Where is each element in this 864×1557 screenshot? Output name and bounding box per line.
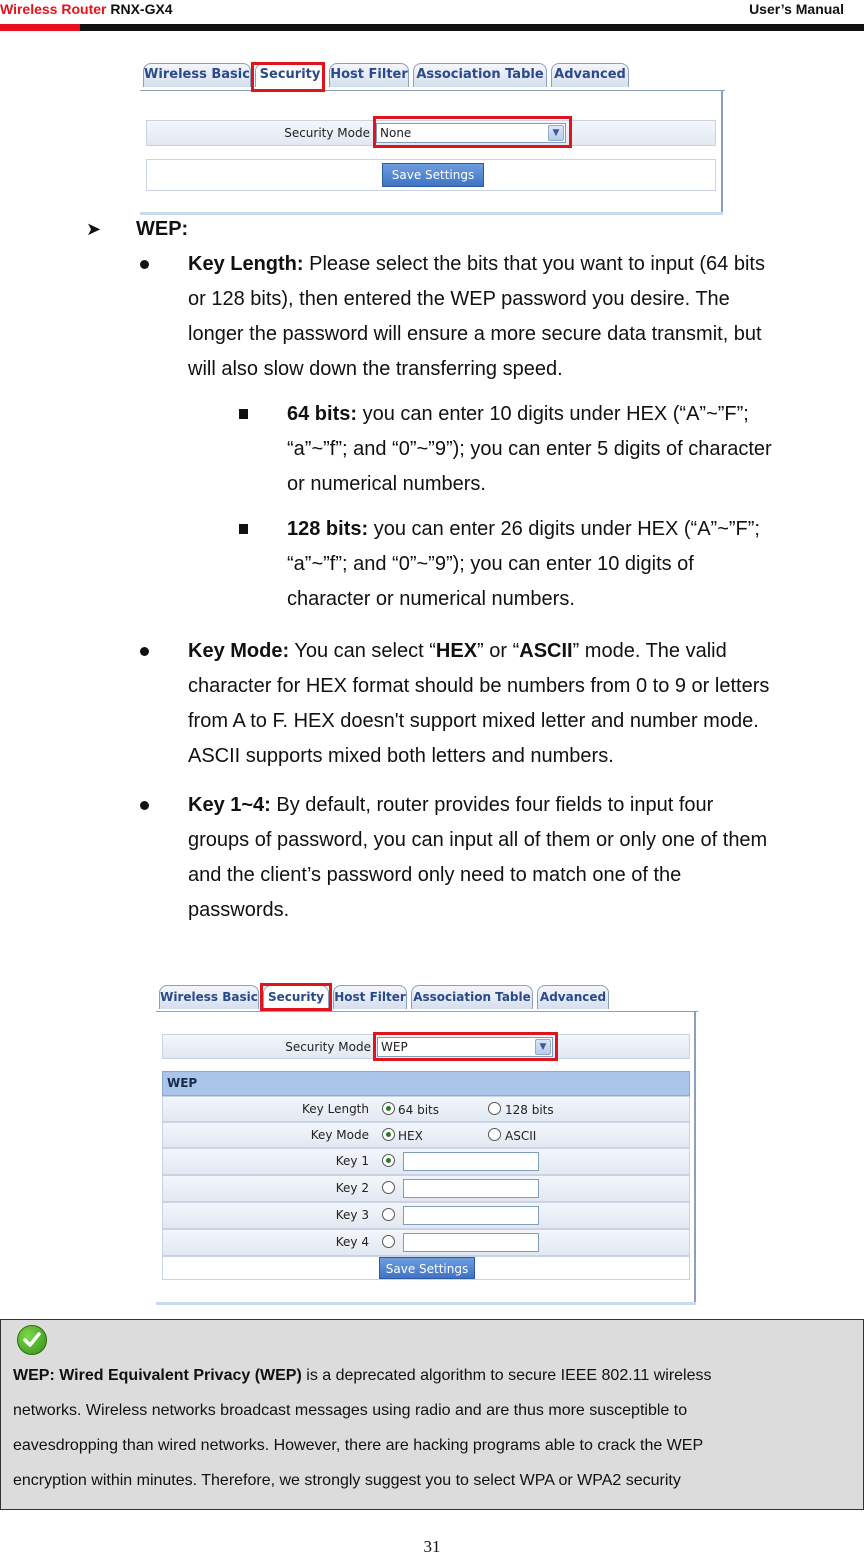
router-screenshot-security-none xyxy=(140,60,725,217)
key2-input[interactable] xyxy=(403,1179,539,1198)
highlight-security-mode xyxy=(373,1032,558,1061)
header-brand: Wireless Router xyxy=(0,1,107,17)
radio-key4[interactable] xyxy=(382,1235,395,1248)
radio-128-bits-label: 128 bits xyxy=(505,1103,554,1117)
header-product xyxy=(0,1,173,17)
save-settings-button[interactable]: Save Settings xyxy=(382,163,484,187)
key-mode-label: Key Mode xyxy=(310,1128,369,1142)
highlight-security-tab xyxy=(260,983,332,1011)
highlight-security-mode xyxy=(373,116,572,148)
note-line: networks. Wireless networks broadcast messages using radio and are thus more susceptible to xyxy=(13,1402,688,1419)
key-length-line: or 128 bits), then entered the WEP password you desire. The xyxy=(188,288,730,310)
note-line: WEP: Wired Equivalent Privacy (WEP) is a deprecated algorithm to secure IEEE 802.11 wireless xyxy=(13,1367,712,1384)
key4-label: Key 4 xyxy=(335,1235,369,1249)
chevron-down-icon: ▼ xyxy=(548,125,564,141)
key14-line: Key 1~4: By default, router provides four fields to input four xyxy=(188,794,714,816)
radio-key1[interactable] xyxy=(382,1154,395,1167)
key-mode-label: Key Mode: xyxy=(188,640,290,662)
tab-association-table[interactable]: Association Table xyxy=(411,985,533,1009)
header-model: RNX-GX4 xyxy=(110,1,173,17)
bits128-line: character or numerical numbers. xyxy=(287,588,575,610)
bits64-paragraph xyxy=(287,397,864,502)
key14-paragraph xyxy=(188,788,864,928)
radio-ascii-label: ASCII xyxy=(505,1129,537,1143)
key-length-line: will also slow down the transferring speed. xyxy=(188,358,563,380)
tab-bar xyxy=(156,982,698,1012)
key3-input[interactable] xyxy=(403,1206,539,1225)
bits64-line: 64 bits: you can enter 10 digits under HEX (“A”~”F”; xyxy=(287,403,749,425)
key1-label: Key 1 xyxy=(335,1154,369,1168)
radio-64-bits[interactable] xyxy=(382,1102,395,1115)
key14-line: groups of password, you can input all of them or only one of them xyxy=(188,829,768,851)
check-icon xyxy=(17,1325,47,1355)
bullet-icon xyxy=(140,260,149,269)
note-title: WEP: Wired Equivalent Privacy (WEP) xyxy=(13,1367,302,1384)
key14-line: and the client’s password only need to match one of the xyxy=(188,864,682,886)
key-mode-line: character for HEX format should be numbers from 0 to 9 or letters xyxy=(188,675,770,697)
square-bullet-icon xyxy=(239,524,248,534)
bullet-icon xyxy=(140,647,149,656)
chevron-down-icon: ▼ xyxy=(535,1039,551,1055)
header-rule-black xyxy=(80,24,864,31)
key14-line: passwords. xyxy=(188,899,290,921)
tab-security[interactable]: Security xyxy=(263,985,329,1009)
frame-edge xyxy=(721,90,723,214)
key2-label: Key 2 xyxy=(335,1181,369,1195)
key-length-paragraph xyxy=(188,247,864,387)
tab-host-filter[interactable]: Host Filter xyxy=(333,985,407,1009)
wep-section-header: WEP xyxy=(162,1071,690,1096)
bullet-icon xyxy=(140,801,149,810)
key-mode-paragraph xyxy=(188,634,864,774)
frame-edge-bottom xyxy=(156,1302,696,1305)
bits64-label: 64 bits: xyxy=(287,403,358,425)
note-text xyxy=(13,1358,853,1498)
square-bullet-icon xyxy=(239,409,248,419)
radio-hex-label: HEX xyxy=(398,1129,423,1143)
highlight-security-tab xyxy=(251,62,325,92)
wep-note-box xyxy=(0,1319,864,1510)
key-mode-line: ASCII supports mixed both letters and numbers. xyxy=(188,745,614,767)
page-number: 31 xyxy=(423,1537,441,1556)
bits128-paragraph xyxy=(287,512,864,617)
bits128-line: 128 bits: you can enter 26 digits under HEX (“A”~”F”; xyxy=(287,518,760,540)
radio-64-bits-label: 64 bits xyxy=(398,1103,439,1117)
note-line: eavesdropping than wired networks. However, there are hacking programs able to crack the WEP xyxy=(13,1437,704,1454)
tab-host-filter[interactable]: Host Filter xyxy=(329,63,409,87)
header-manual-title: User’s Manual xyxy=(749,1,844,17)
frame-edge-bottom xyxy=(140,212,723,215)
note-line: encryption within minutes. Therefore, we strongly suggest you to select WPA or WPA2 security xyxy=(13,1472,681,1489)
key3-label: Key 3 xyxy=(335,1208,369,1222)
tab-advanced[interactable]: Advanced xyxy=(537,985,609,1009)
key-mode-line: Key Mode: You can select “HEX” or “ASCII” mode. The valid xyxy=(188,640,727,662)
bits128-line: “a”~”f”; and “0”~”9”); you can enter 10 digits of xyxy=(287,553,694,575)
key-length-line: Key Length: Please select the bits that you want to input (64 bits xyxy=(188,253,765,275)
key-mode-row xyxy=(162,1122,690,1148)
tab-security[interactable]: Security xyxy=(255,63,325,87)
router-screenshot-security-wep xyxy=(156,982,698,1306)
key-length-line: longer the password will ensure a more secure data transmit, but xyxy=(188,323,762,345)
security-mode-value: None xyxy=(380,126,412,140)
security-mode-label: Security Mode xyxy=(284,126,370,140)
tab-association-table[interactable]: Association Table xyxy=(413,63,547,87)
key-length-label: Key Length: xyxy=(188,253,304,275)
key4-input[interactable] xyxy=(403,1233,539,1252)
radio-key2[interactable] xyxy=(382,1181,395,1194)
bits128-label: 128 bits: xyxy=(287,518,369,540)
save-settings-button[interactable]: Save Settings xyxy=(379,1257,475,1279)
tab-wireless-basic[interactable]: Wireless Basic xyxy=(143,63,251,87)
key-mode-line: from A to F. HEX doesn't support mixed letter and number mode. xyxy=(188,710,759,732)
radio-key3[interactable] xyxy=(382,1208,395,1221)
key1-input[interactable] xyxy=(403,1152,539,1171)
tab-wireless-basic[interactable]: Wireless Basic xyxy=(159,985,259,1009)
frame-edge xyxy=(694,1011,696,1303)
key14-label: Key 1~4: xyxy=(188,794,271,816)
arrow-bullet-icon: ➤ xyxy=(86,219,102,239)
key-length-label: Key Length xyxy=(302,1102,369,1116)
radio-ascii[interactable] xyxy=(488,1128,501,1141)
security-mode-label: Security Mode xyxy=(285,1040,371,1054)
tab-bar xyxy=(140,60,725,91)
bits64-line: “a”~”f”; and “0”~”9”); you can enter 5 digits of character xyxy=(287,438,772,460)
header-rule-red xyxy=(0,24,80,31)
radio-hex[interactable] xyxy=(382,1128,395,1141)
wep-heading: WEP: xyxy=(136,218,189,240)
tab-advanced[interactable]: Advanced xyxy=(551,63,629,87)
bits64-line: or numerical numbers. xyxy=(287,473,486,495)
security-mode-value: WEP xyxy=(381,1040,408,1054)
radio-128-bits[interactable] xyxy=(488,1102,501,1115)
